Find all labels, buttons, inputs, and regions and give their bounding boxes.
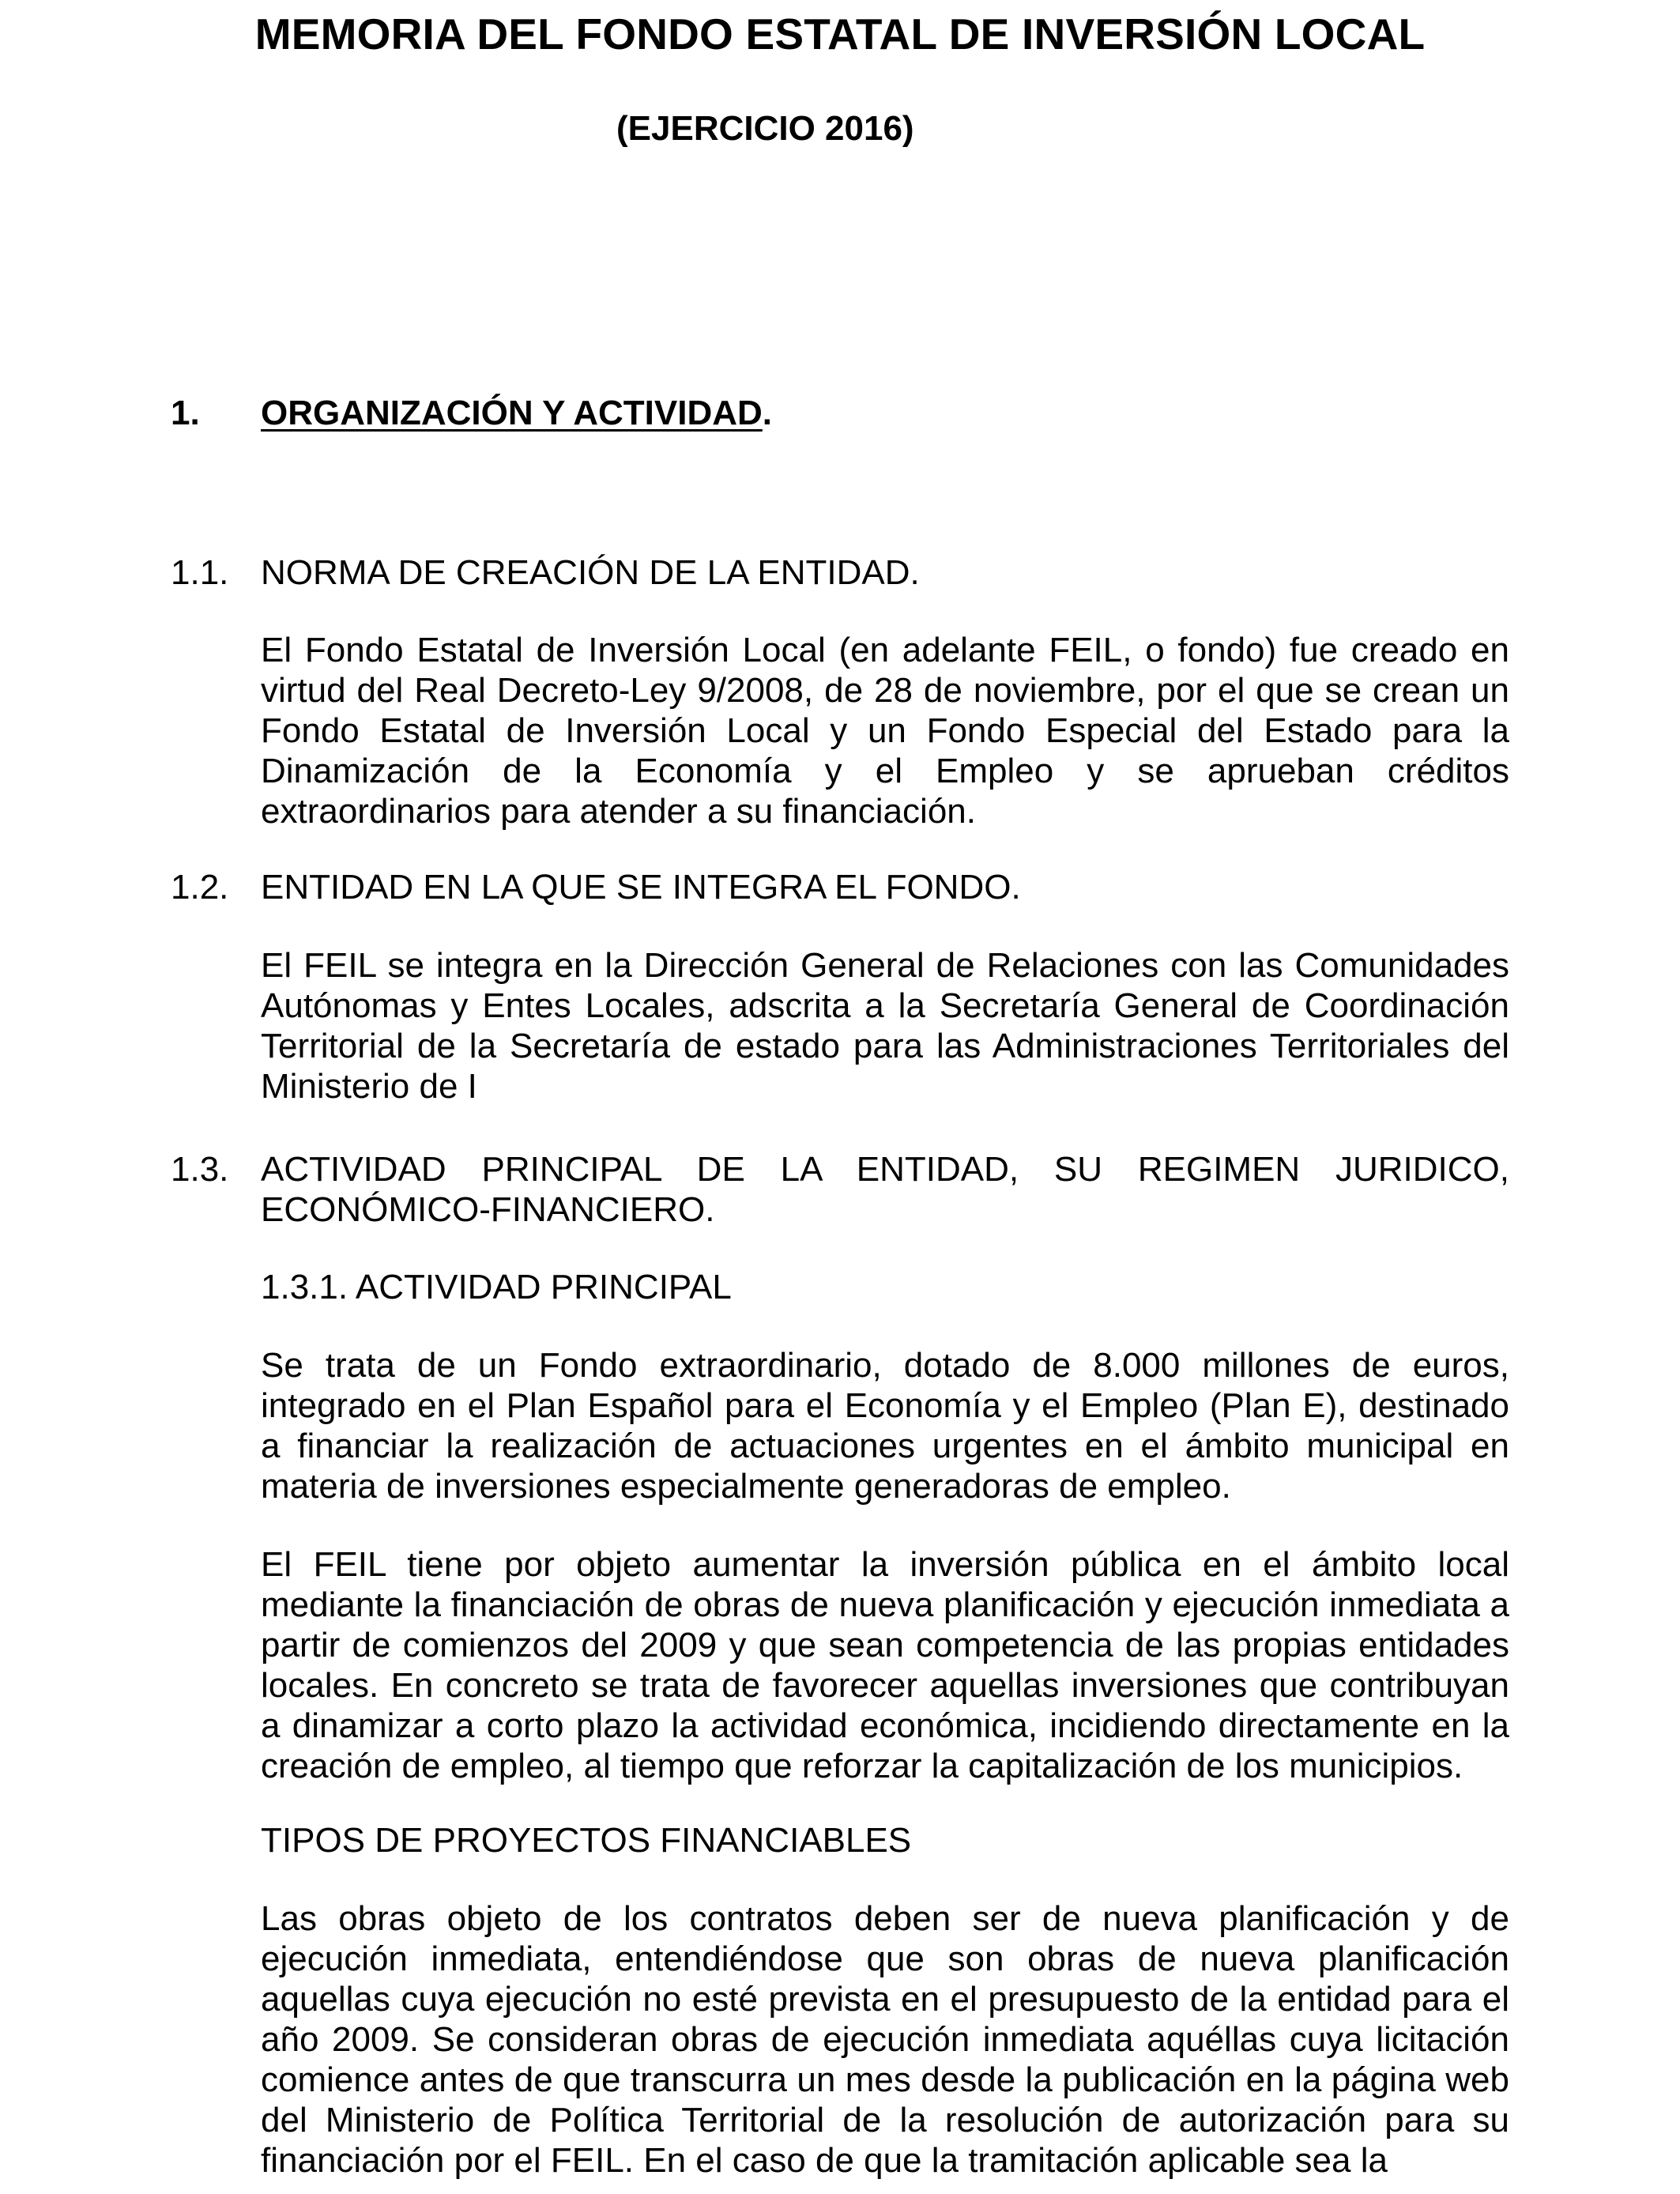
- section-1-1-heading: NORMA DE CREACIÓN DE LA ENTIDAD.: [261, 553, 920, 592]
- section-1-3-1-heading: 1.3.1. ACTIVIDAD PRINCIPAL: [261, 1268, 732, 1306]
- section-1-3-paragraph-2: El FEIL tiene por objeto aumentar la inversión pública en el ámbito local mediante la financiación de obras de nueva planificación y ejecución inmediata a partir de comienzos del 2009 y que sean competencia de las propias entidades locales. En concreto se trata de favorecer aquellas inversiones que contribuyan a dinamizar a corto plazo la actividad económica, incidiendo directamente en la creación de empleo, al tiempo que reforzar la capitalización de los municipios.: [261, 1545, 1509, 1785]
- section-1-number: 1.: [171, 394, 200, 432]
- section-1-2-number: 1.2.: [171, 868, 229, 907]
- section-1-heading-end: .: [762, 394, 773, 432]
- section-1-heading-text: ORGANIZACIÓN Y ACTIVIDAD: [261, 394, 763, 432]
- section-1-3-paragraph-1: Se trata de un Fondo extraordinario, dotado de 8.000 millones de euros, integrado en el Plan Español para el Economía y el Empleo (Plan E), destinado a financiar la realización de actuaciones urgentes en el ámbito municipal en materia de inversiones especialmente generadoras de empleo.: [261, 1346, 1509, 1506]
- section-1-2-paragraph: El FEIL se integra en la Dirección General de Relaciones con las Comunidades Autónomas y Entes Locales, adscrita a la Secretaría General de Coordinación Territorial de la Secretaría de estado para las Administraciones Territoriales del Ministerio de I: [261, 946, 1509, 1106]
- section-1-3-heading: ACTIVIDAD PRINCIPAL DE LA ENTIDAD, SU REGIMEN JURIDICO, ECONÓMICO-FINANCIERO.: [261, 1150, 1509, 1229]
- section-1-1-number: 1.1.: [171, 553, 229, 592]
- projects-heading: TIPOS DE PROYECTOS FINANCIABLES: [261, 1821, 912, 1860]
- section-1-1-paragraph: El Fondo Estatal de Inversión Local (en adelante FEIL, o fondo) fue creado en virtud del Real Decreto-Ley 9/2008, de 28 de noviembre, por el que se crean un Fondo Estatal de Inversión Local y un Fondo Especial del Estado para la Dinamización de la Economía y el Empleo y se aprueban créditos extraordinarios para atender a su financiación.: [261, 631, 1509, 831]
- section-1-2-heading: ENTIDAD EN LA QUE SE INTEGRA EL FONDO.: [261, 868, 1021, 907]
- document-subtitle: (EJERCICIO 2016): [616, 109, 914, 148]
- document-title: MEMORIA DEL FONDO ESTATAL DE INVERSIÓN LOCAL: [254, 9, 1426, 58]
- section-1-3-paragraph-3: Las obras objeto de los contratos deben ser de nueva planificación y de ejecución inmediata, entendiéndose que son obras de nueva planificación aquellas cuya ejecución no esté prevista en el presupuesto de la entidad para el año 2009. Se consideran obras de ejecución inmediata aquéllas cuya licitación comience antes de que transcurra un mes desde la publicación en la página web del Ministerio de Política Territorial de la resolución de autorización para su financiación por el FEIL. En el caso de que la tramitación aplicable sea la: [261, 1899, 1509, 2180]
- section-1-3-number: 1.3.: [171, 1150, 229, 1189]
- section-1-heading: [261, 393, 1509, 433]
